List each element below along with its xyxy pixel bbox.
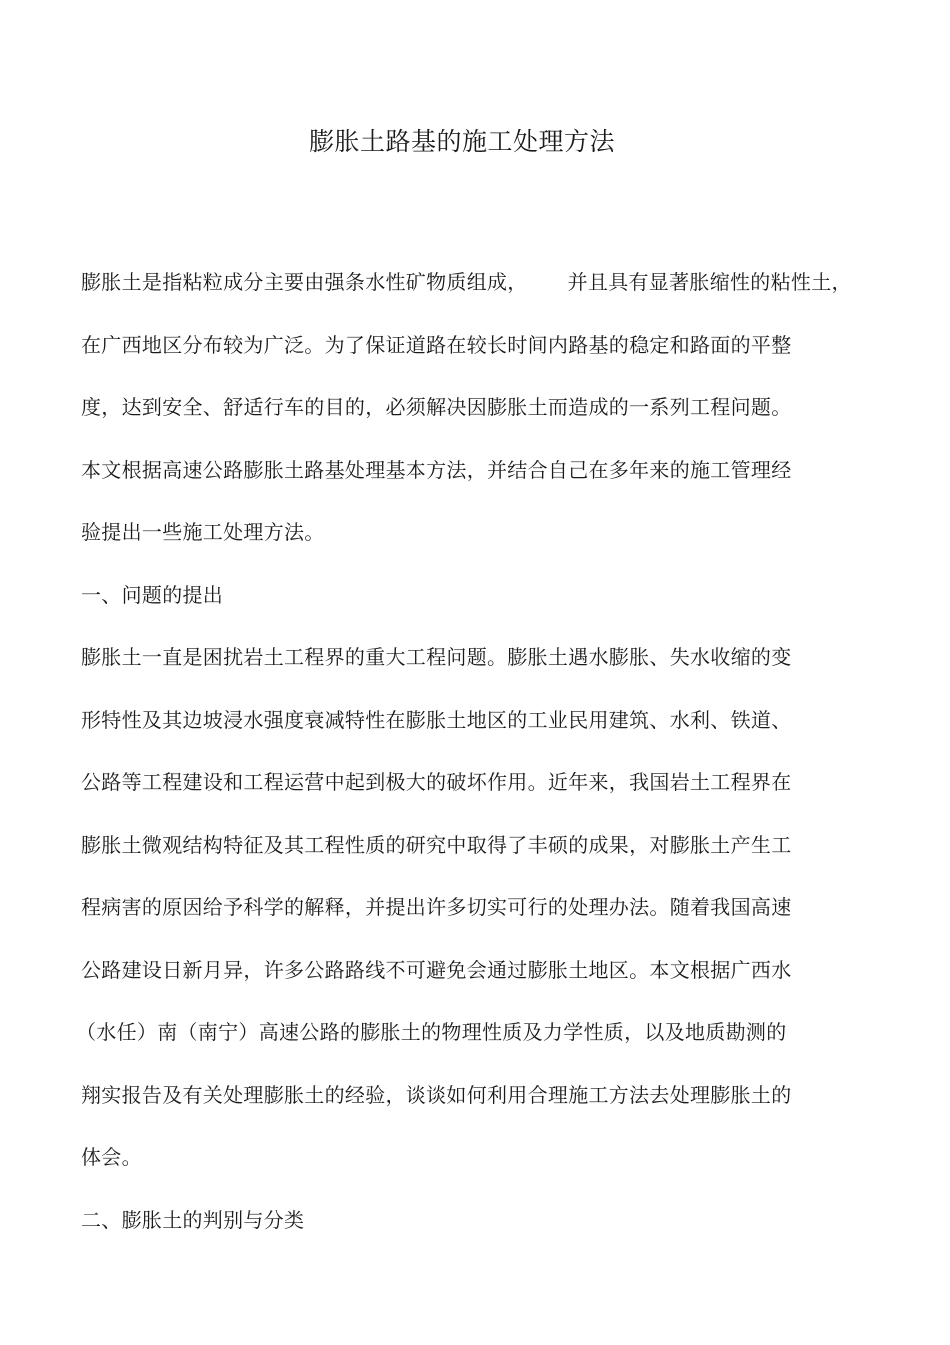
section-heading-2: 二、膨胀土的判别与分类 — [81, 1208, 305, 1232]
paragraph-line-12: 公路建设日新月异，许多公路路线不可避免会通过膨胀土地区。本文根据广西水 — [81, 958, 792, 982]
paragraph-line-4: 本文根据高速公路膨胀土路基处理基本方法，并结合自己在多年来的施工管理经 — [81, 458, 792, 482]
document-title: 膨胀土路基的施工处理方法 — [308, 127, 615, 156]
paragraph-line-13: （水任）南（南宁）高速公路的膨胀土的物理性质及力学性质，以及地质勘测的 — [76, 1020, 787, 1044]
paragraph-line-3: 度，达到安全、舒适行车的目的，必须解决因膨胀土而造成的一系列工程问题。 — [81, 395, 792, 419]
paragraph-line-11: 程病害的原因给予科学的解释，并提出许多切实可行的处理办法。随着我国高速 — [81, 895, 792, 919]
paragraph-line-10: 膨胀土微观结构特征及其工程性质的研究中取得了丰硕的成果，对膨胀土产生工 — [81, 833, 792, 857]
paragraph-line-8: 形特性及其边坡浸水强度衰减特性在膨胀土地区的工业民用建筑、水利、铁道、 — [81, 708, 792, 732]
paragraph-line-14: 翔实报告及有关处理膨胀土的经验，谈谈如何利用合理施工方法去处理膨胀土的 — [81, 1083, 792, 1107]
line-1-part-a: 膨胀土是指粘粒成分主要由强条水性矿物质组成， — [81, 270, 528, 294]
paragraph-line-9: 公路等工程建设和工程运营中起到极大的破坏作用。近年来，我国岩土工程界在 — [81, 770, 792, 794]
paragraph-line-7: 膨胀土一直是困扰岩土工程界的重大工程问题。膨胀土遇水膨胀、失水收缩的变 — [81, 645, 792, 669]
section-heading-1: 一、问题的提出 — [81, 583, 224, 607]
paragraph-line-1 — [81, 268, 852, 296]
line-1-part-b: 并且具有显著胀缩性的粘性土， — [567, 270, 852, 294]
paragraph-line-2: 在广西地区分布较为广泛。为了保证道路在较长时间内路基的稳定和路面的平整 — [81, 333, 792, 357]
paragraph-line-15: 体会。 — [81, 1145, 142, 1169]
paragraph-line-5: 验提出一些施工处理方法。 — [81, 520, 325, 544]
